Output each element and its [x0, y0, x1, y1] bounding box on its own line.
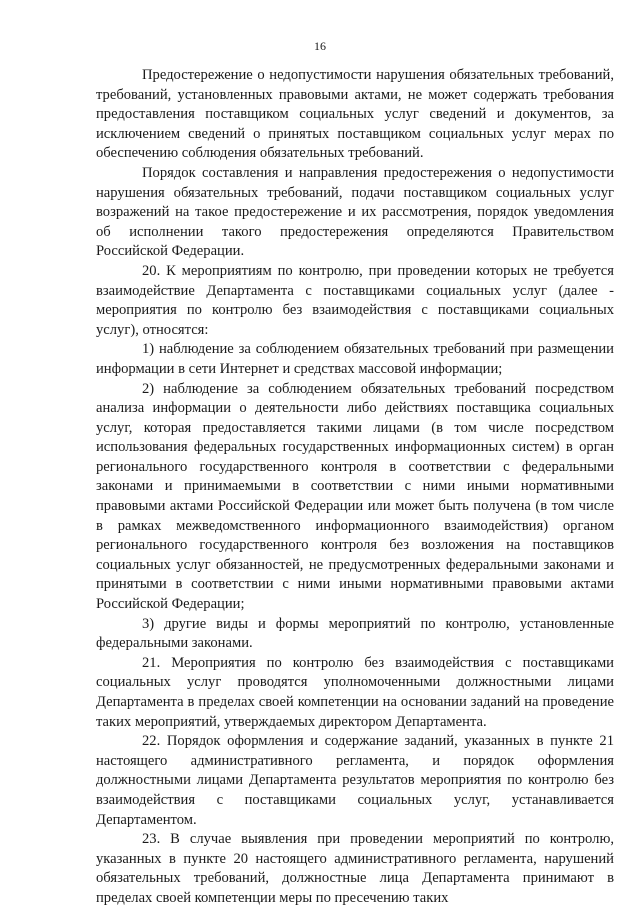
- paragraph-subitem-2: 2) наблюдение за соблюдением обязательных требований посредством анализа информации о деятельности либо действиях поставщика социальных услуг, которая предоставляется такими лицами (в том числе посредством использования федеральных государственных информационных систем) в орган регионального государственного контроля в соответствии с федеральными законами и принимаемыми в соответствии с ними иными нормативными правовыми актами Российской Федерации или может быть получена (в том числе в рамках межведомственного информационного взаимодействия) органом регионального государственного контроля без возложения на поставщиков социальных услуг обязанностей, не предусмотренных федеральными законами и принятыми в соответствии с ними иными нормативными правовыми актами Российской Федерации;: [96, 380, 614, 613]
- paragraph-subitem-1: 1) наблюдение за соблюдением обязательных требований при размещении информации в сети Интернет и средствах массовой информации;: [96, 341, 614, 377]
- paragraph-item-21: 21. Мероприятия по контролю без взаимодействия с поставщиками социальных услуг проводятся уполномоченными должностными лицами Департамента в пределах своей компетенции на основании заданий на проведение таких мероприятий, утверждаемых директором Департамента.: [96, 654, 614, 730]
- paragraph-item-23: 23. В случае выявления при проведении мероприятий по контролю, указанных в пункте 20 настоящего административного регламента, нарушений обязательных требований, должностные лица Департамента принимают в пределах своей компетенции меры по пресечению таких: [96, 831, 614, 906]
- paragraph-item-22: 22. Порядок оформления и содержание заданий, указанных в пункте 21 настоящего административного регламента, и порядок оформления должностными лицами Департамента результатов мероприятия по контролю без взаимодействия с поставщиками социальных услуг, устанавливается Департаментом.: [96, 733, 614, 828]
- page-number: 16: [314, 39, 326, 53]
- paragraph-warning-procedure: Порядок составления и направления предостережения о недопустимости нарушения обязательных требований, подачи поставщиком социальных услуг возражений на такое предостережение и их рассмотрения, порядок уведомления об исполнении такого предостережения определяются Правительством Российской Федерации.: [96, 164, 614, 260]
- paragraph-item-20: 20. К мероприятиям по контролю, при проведении которых не требуется взаимодействие Департамента с поставщиками социальных услуг (далее - мероприятия по контролю без взаимодействия с поставщиками социальных услуг), относятся:: [96, 262, 614, 338]
- paragraph-subitem-3: 3) другие виды и формы мероприятий по контролю, установленные федеральными законами.: [96, 615, 614, 652]
- document-body: [96, 66, 614, 909]
- paragraph-warning-content: Предостережение о недопустимости нарушения обязательных требований, требований, установленных правовыми актами, не может содержать требования предоставления поставщиком социальных услуг сведений и документов, за исключением сведений о принятых поставщиком социальных услуг мерах по обеспечению соблюдения обязательных требований.: [96, 67, 614, 162]
